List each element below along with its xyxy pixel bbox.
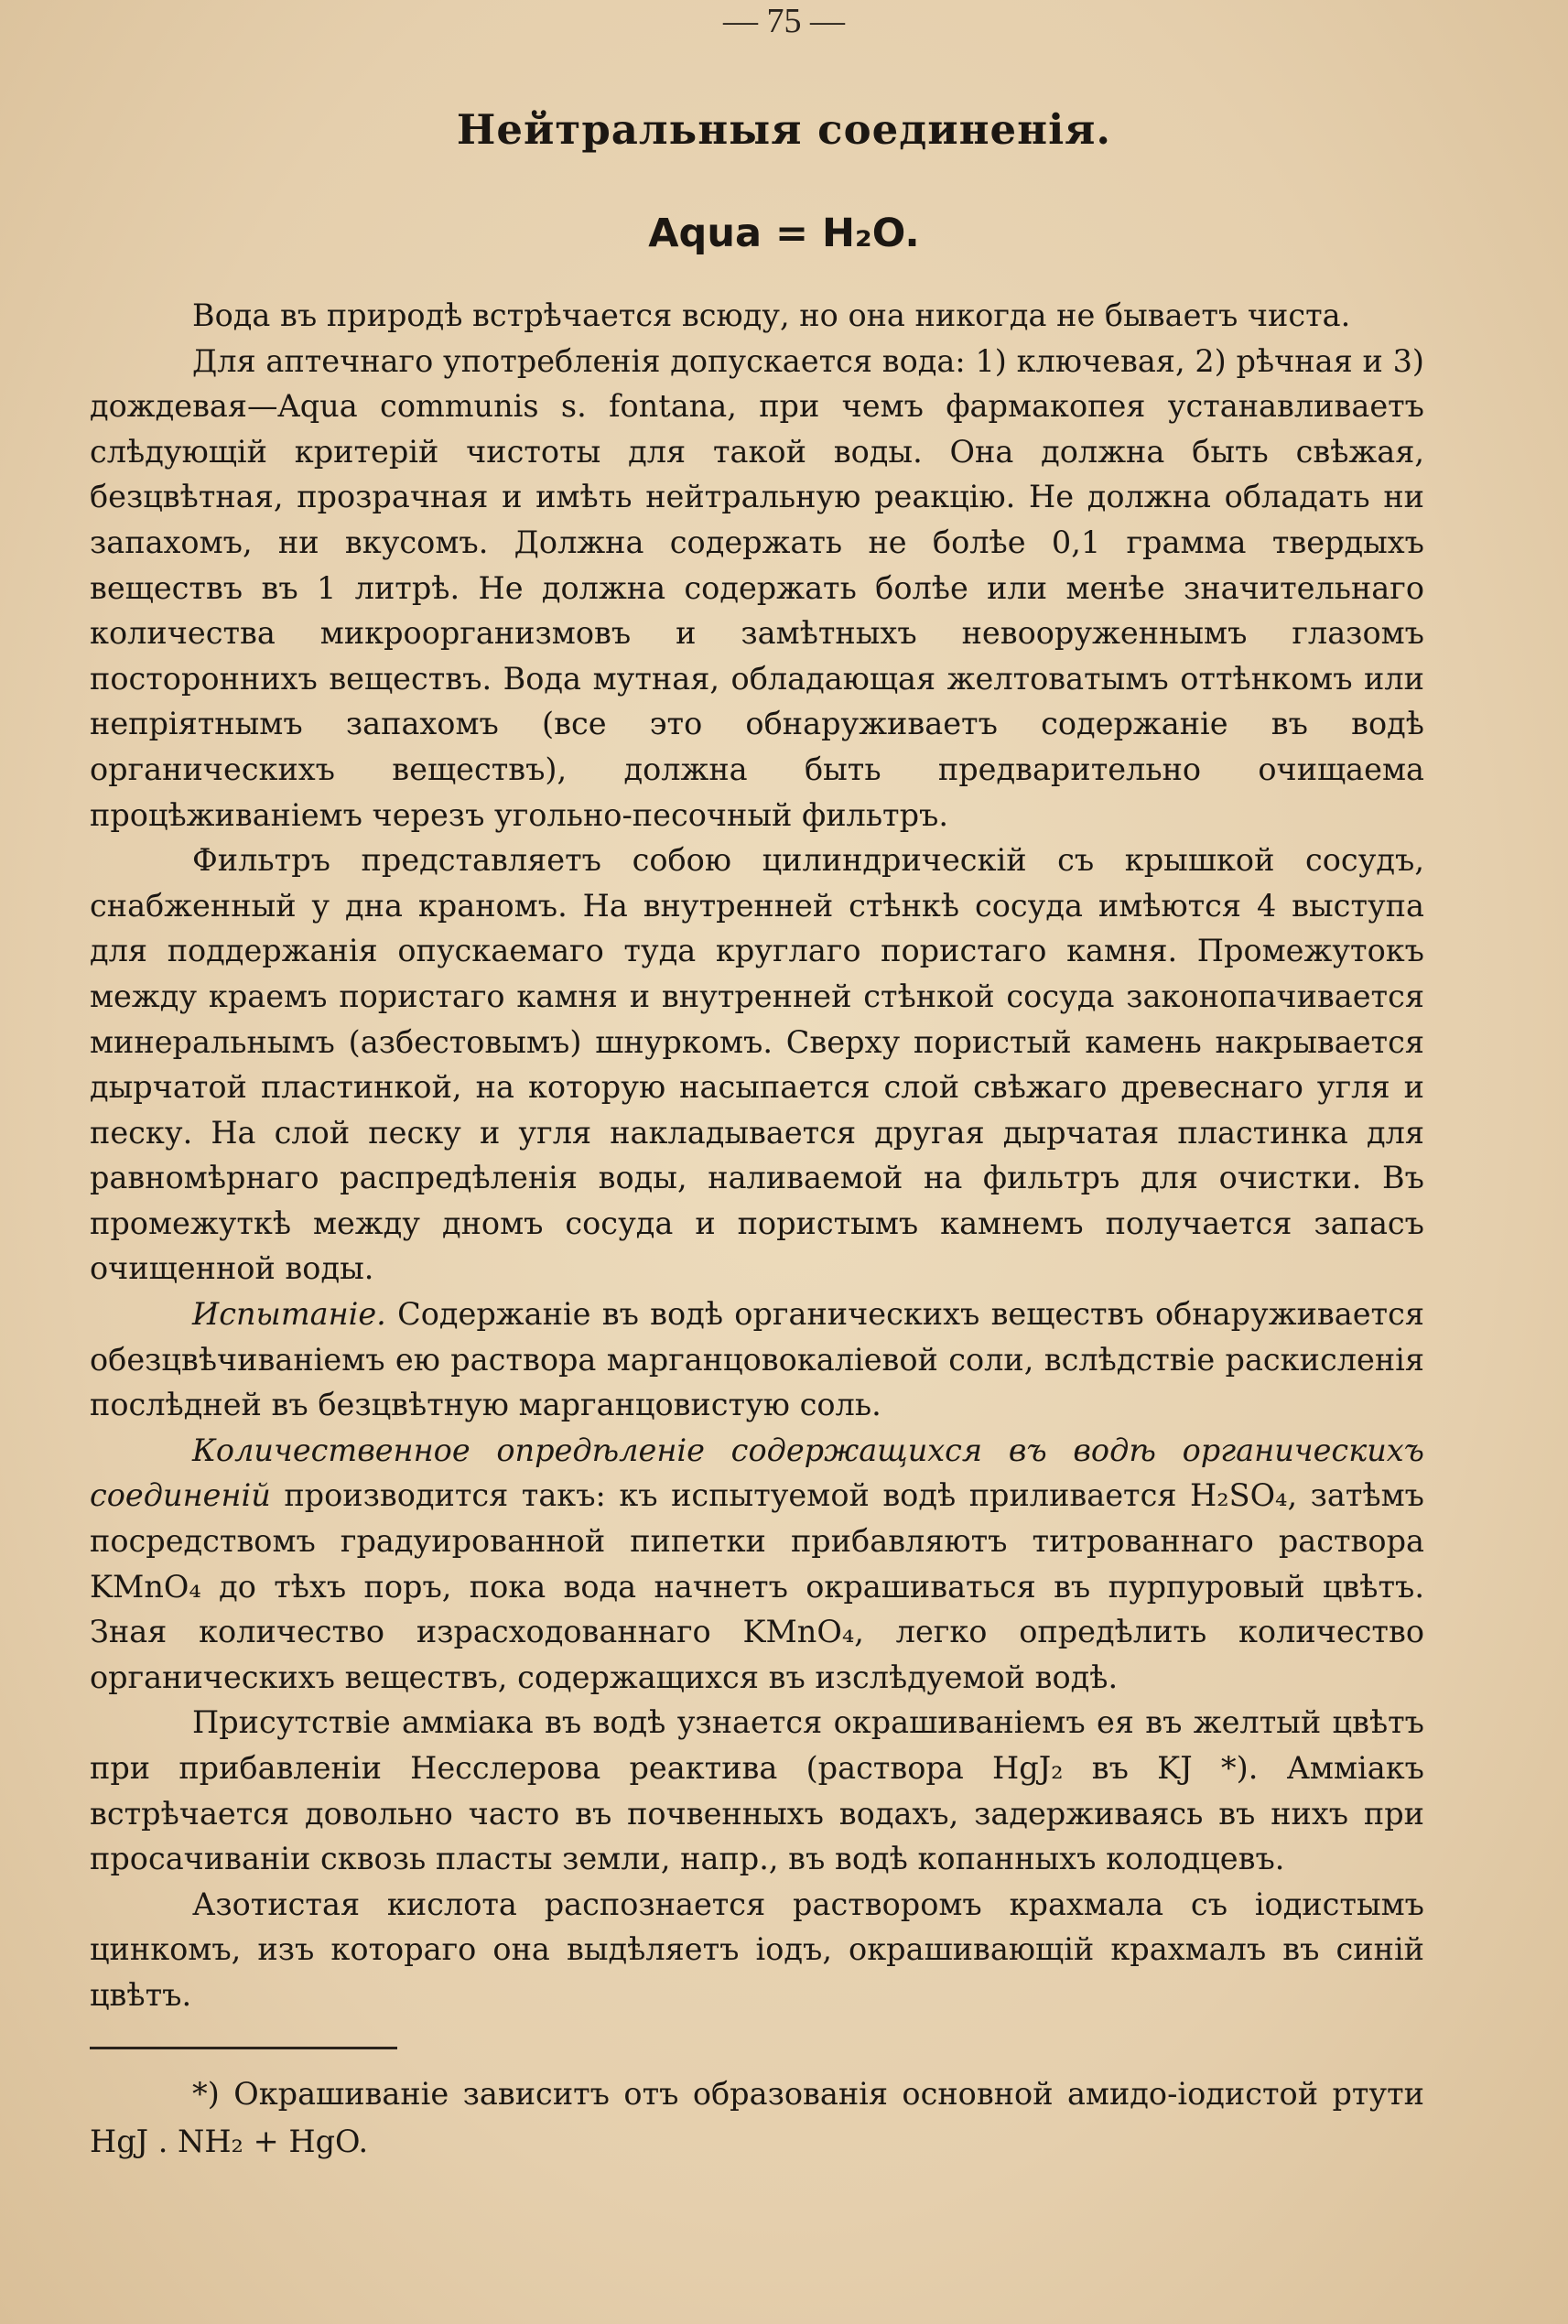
paragraph-pharmacy-water [90, 339, 1424, 838]
paragraph-text: Присутствіе аммiака въ водѣ узнается окрашиваніемъ ея въ желтый цвѣтъ при прибавленіи Несслерова реактива (раствора HgJ₂ въ KJ *). Аммiакъ встрѣчается довольно часто въ почвенныхъ водахъ, задерживаясь въ нихъ при просачиваніи сквозь пласты земли, напр., въ водѣ копанныхъ колодцевъ. [90, 1704, 1424, 1877]
paragraph-text: Азотистая кислота распознается растворомъ крахмала съ іодистымъ цинкомъ, изъ котораго она выдѣляетъ іодъ, окрашивающій крахмалъ въ синій цвѣтъ. [90, 1886, 1424, 2013]
paragraph-text: Содержаніе въ водѣ органическихъ веществъ обнаруживается обезцвѣчиваніемъ ею раствора марганцовокаліевой соли, вслѣдствіе раскисленія послѣдней въ безцвѣтную марганцовистую соль. [90, 1296, 1424, 1423]
body-text [90, 293, 1424, 2018]
page-number: — 75 — [723, 2, 845, 40]
paragraph-quantitative [90, 1428, 1424, 1701]
paragraph-lead: Испытаніе. [192, 1296, 386, 1333]
paragraph-text: Для аптечнаго употребленія допускается вода: 1) ключевая, 2) рѣчная и 3) дождевая—Aqua communis s. fontana, при чемъ фармакопея устанавливаетъ слѣдующій критерій чистоты для такой воды. Она должна быть свѣжая, безцвѣтная, прозрачная и имѣть нейтральную реакцію. Не должна обладать ни запахомъ, ни вкусомъ. Должна содержать не болѣе 0,1 грамма твердыхъ веществъ въ 1 литрѣ. Не должна содержать болѣе или менѣе значительнаго количества микроорганизмовъ и замѣтныхъ невооруженнымъ глазомъ постороннихъ веществъ. Вода мутная, обладающая желтоватымъ оттѣнкомъ или непріятнымъ запахомъ (все это обнаруживаетъ содержаніе въ водѣ органическихъ веществъ), должна быть предварительно очищаема процѣживаніемъ черезъ угольно-песочный фильтръ. [90, 342, 1424, 833]
section-title: Нейтральныя соединенія. [456, 105, 1112, 154]
paragraph-testing [90, 1292, 1424, 1428]
footnote-divider [90, 2047, 397, 2049]
paragraph-intro [90, 293, 1424, 339]
paragraph-text: Вода въ природѣ встрѣчается всюду, но она никогда не бываетъ чиста. [192, 297, 1351, 333]
paragraph-ammonia [90, 1700, 1424, 1881]
paragraph-nitrous-acid [90, 1882, 1424, 2018]
formula-heading: Aqua = H₂O. [648, 211, 920, 256]
paragraph-text: Фильтръ представляетъ собою цилиндрическій съ крышкой сосудъ, снабженный у дна краномъ. На внутренней стѣнкѣ сосуда имѣются 4 выступа для поддержанія опускаемаго туда круглаго пористаго камня. Промежутокъ между краемъ пористаго камня и внутренней стѣнкой сосуда законопачивается минеральнымъ (азбестовымъ) шнуркомъ. Сверху пористый камень накрывается дырчатой пластинкой, на которую насыпается слой свѣжаго древеснаго угля и песку. На слой песку и угля накладывается другая дырчатая пластинка для равномѣрнаго распредѣленія воды, наливаемой на фильтръ для очистки. Въ промежуткѣ между дномъ сосуда и пористымъ камнемъ получается запасъ очищенной воды. [90, 842, 1424, 1287]
footnote [90, 2070, 1424, 2166]
footnote-text: *) Окрашиваніе зависитъ отъ образованія основной амидо-іодистой ртути HgJ . NH₂ + HgO. [90, 2076, 1424, 2159]
paragraph-filter [90, 838, 1424, 1292]
paragraph-lead: Количественное опредѣленіе содержащихся въ водѣ органическихъ соединеній [90, 1432, 1424, 1514]
paragraph-text: производится такъ: къ испытуемой водѣ приливается H₂SO₄, затѣмъ посредствомъ градуированной пипетки прибавляютъ титрованнаго раствора KMnO₄ до тѣхъ поръ, пока вода начнетъ окрашиваться въ пурпуровый цвѣтъ. Зная количество израсходованнаго KMnO₄, легко опредѣлить количество органическихъ веществъ, содержащихся въ изслѣдуемой водѣ. [90, 1477, 1424, 1695]
